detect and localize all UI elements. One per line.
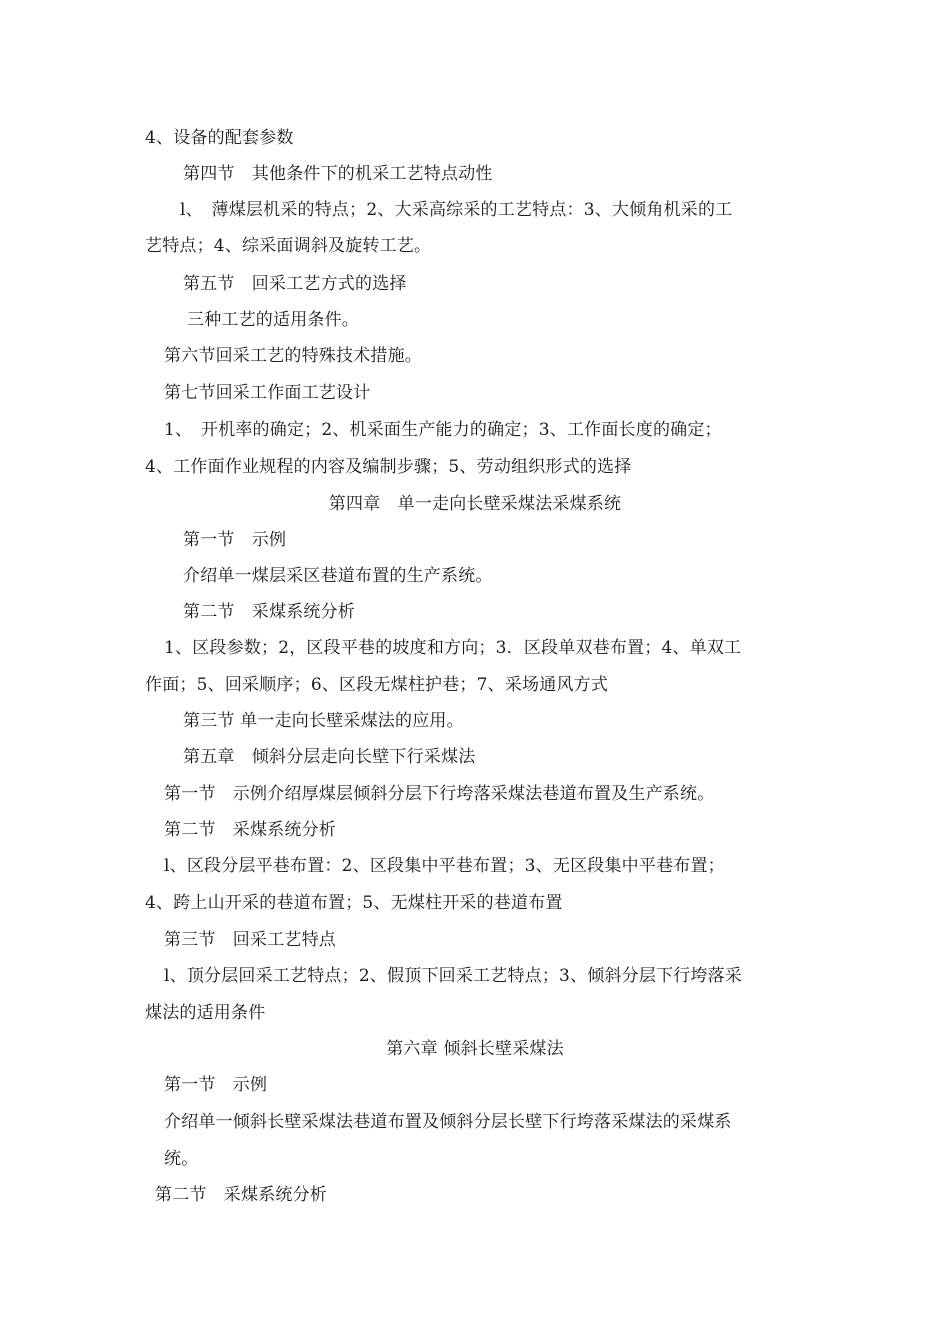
section-heading-2c: 第二节 采煤系统分析 (155, 1185, 327, 1205)
text-line-9: 1、 开机率的确定；2、机采面生产能力的确定；3、工作面长度的确定； (164, 420, 722, 440)
section-heading-7: 第七节回采工作面工艺设计 (164, 383, 371, 403)
section-heading-3: 第三节 单一走向长壁采煤法的应用。 (183, 711, 464, 731)
section-heading-3b: 第三节 回采工艺特点 (164, 930, 336, 950)
text-line-28: 介绍单一倾斜长壁采煤法巷道布置及倾斜分层长壁下行垮落采煤法的采煤系 (164, 1112, 732, 1132)
section-heading-1c: 第一节 示例 (164, 1075, 268, 1095)
text-line-21: l、区段分层平巷布置：2、区段集中平巷布置；3、无区段集中平巷布置； (164, 856, 725, 876)
text-line-25: 煤法的适用条件 (145, 1003, 266, 1023)
section-heading-5: 第五节 回采工艺方式的选择 (183, 274, 407, 294)
section-heading-2b: 第二节 采煤系统分析 (164, 820, 336, 840)
text-line-1: 4、设备的配套参数 (145, 128, 294, 148)
chapter-heading-5: 第五章 倾斜分层走向长壁下行采煤法 (183, 747, 476, 767)
text-line-13: 介绍单一煤层采区巷道布置的生产系统。 (183, 566, 493, 586)
chapter-heading-4: 第四章 单一走向长壁采煤法采煤系统 (328, 494, 622, 514)
text-line-6: 三种工艺的适用条件。 (187, 310, 359, 330)
section-heading-2: 第二节 采煤系统分析 (183, 602, 355, 622)
text-line-16: 作面；5、回采顺序；6、区段无煤柱护巷；7、采场通风方式 (145, 675, 609, 695)
text-line-29: 统。 (164, 1149, 199, 1169)
text-line-24: l、顶分层回采工艺特点；2、假顶下回采工艺特点；3、倾斜分层下行垮落采 (164, 966, 743, 986)
text-line-4: 艺特点；4、综采面调斜及旋转工艺。 (145, 236, 432, 256)
section-heading-1b: 第一节 示例介绍厚煤层倾斜分层下行垮落采煤法巷道布置及生产系统。 (164, 784, 715, 804)
text-line-10: 4、工作面作业规程的内容及编制步骤；5、劳动组织形式的选择 (145, 457, 632, 477)
text-line-22: 4、跨上山开采的巷道布置；5、无煤柱开采的巷道布置 (145, 893, 563, 913)
text-line-15: 1、区段参数；2，区段平巷的坡度和方向；3．区段单双巷布置；4、单双工 (164, 638, 742, 658)
chapter-heading-6: 第六章 倾斜长壁采煤法 (386, 1039, 564, 1059)
section-heading-6: 第六节回采工艺的特殊技术措施。 (164, 346, 422, 366)
section-heading-4: 第四节 其他条件下的机采工艺特点动性 (183, 164, 493, 184)
text-line-3: l、 薄煤层机采的特点；2、大采高综采的工艺特点：3、大倾角机采的工 (180, 200, 733, 220)
section-heading-1: 第一节 示例 (183, 530, 287, 550)
